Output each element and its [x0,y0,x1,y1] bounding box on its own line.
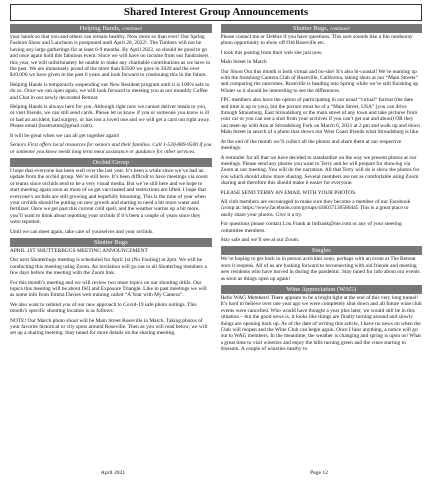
page-footer [10,470,422,476]
shutter-bugs-paragraph: For this month’s meeting and we will review two more topics on our shooting drills. Our topics this meeting will be about ISO and Exposure Triangle. Like in past meetings we will as some info from Emma Davies web training called “A Year with My Camera”. [10,279,207,299]
shutter-bugs-paragraph: PLEASE SEND TERRY AN EMAIL WITH YOUR PHOTOS. [220,189,357,196]
shutter-bugs-header: Shutter Bugs [10,238,212,247]
left-column [10,24,212,462]
columns [10,24,422,462]
shutter-bugs-paragraph: NOTE! Our March photo shoot will be Main Street Roseville in March. Taking photos of your favorite historical or city spots around Roseville. Then as you will read below, we will set up a sharing meeting. Stay tuned for more details on the sharing meeting. [10,317,208,337]
shutter-bugs-paragraph: Our next Shutterbugs meeting is scheduled for April 1st (No Fooling) at 2pm. We will be conducting this meeting using Zoom. An invitation will go out to all Shutterbug members a few days before the meeting with the Zoom link. [10,257,207,277]
shutter-bugs-paragraph: We also want to remind you of our new approach to Covid-19 safe photo outings. This month’s specific shooting location is as follows: [10,301,197,315]
singles-paragraph: We’re hoping to get back to in person activities soon, perhaps with an event at The Retreat once it reopens. All of us are looking forward to reconnecting with old friends and meeting new residents who have moved in during the pandemic. Stay tuned for info about our events as soon as things open up again! [220,256,420,282]
page-number: Page 12 [310,470,328,476]
shutter-bugs-paragraph: Our Shoot Out this month is both virtual and on-site! It’s also bi-coastal! We’re teaming up with the Stutsburg Camera Club of Roseville, California, taking shots at our “Main Streets” and comparing the outcomes. Roseville is heading into Spring while we’re still finishing up Winter so it should be interesting to see the differences. [220,68,419,94]
shutter-bugs-paragraph: A reminder for all that we have decided to standardize on the way we present photos at our meetings. Please send any photos you want to Terry and he will prepare for showing via Zoom at our meeting. You will do the narration. All that Terry will do is show the photos for you which should allow more sharing. Several members are not as comfortable using Zoom sharing and therefore this should make it easier for everyone. [220,154,420,187]
helping-hands-paragraph: Helping Hands is always here for you. Although right now we cannot deliver meals to you, or visit friends, we can still send cards. Please let us know if you or someone you know is ill or had an accident, had surgery, or has lost a loved one and we will get a card out right away. Please email (bostrumm@gmail.com). [10,104,211,130]
shutter-bugs-paragraph: I took this posting from their web site just now. [220,49,323,56]
contact-paragraph[interactable]: For questions please contact Lou Frank at lmfrank@me.com or any of your steering committee members. [220,221,402,234]
orchid-paragraph: I hope that everyone has been well over the last year. It’s been a while since we’ve had an update from the orchid group. We’re still here. It’s been difficult to have meetings via zoom or teams since orchids tend to be a very visual media. But we’re still here and we hope to start meeting again soon as more of us get vaccinated and restrictions are lifted. I hope that everyone’s orchids are still growing and hopefully blooming. This is the time of year when your orchids should be putting on new growth and starting to need a bit more water and fertilizer. Once we get past this current cold spell, and the weather warms up a bit more, you’ll want to think about repotting your orchids if it’s been a couple of years since they were repotted. [10,167,208,226]
helping-hands-paragraph: your hands so that you and others can remain healthy. Now more so than ever! Our Spring Fashion Show and Luncheon is postponed until April 20, 2022!. The Timbers will not be having any large gatherings for at least 6-9 months. By April 2022, so should be good to go and once again hold this fabulous event. Since we will have no income from our fundraisers this year, we will unfortunately be unable to make any charitable contributions as we have in the past. We are immensely proud of the more than $3500 we gave in 2020 and the over $10,000 we have given in the past 6 years and look forward to continuing this in the future. [10,34,211,79]
helping-hands-paragraph: Helping Hands is temporarily suspending our New Resident program until it is 100% safe to do so. Once we can open again, we will look forward to meeting you at our monthly Coffee and Chat in our newly decorated Retreat. [10,81,210,101]
shutter-bugs-paragraph: Please contact me or Debbie if you have questions. This sure sounds like a fun outdoorsy photo opportunity to show off Old Roseville etc. [220,34,413,47]
page-title: Shared Interest Group Announcements [10,4,422,21]
footer-date: April 2021 [100,470,126,476]
orchid-group-header: Orchid Group [10,158,212,167]
shutter-bugs-paragraph: APRIL 1ST SHUTTERBUGS MEETING ANNOUNCEMENT [10,247,148,254]
facebook-group-paragraph[interactable]: All club members are encouraged to make sure they become a member of our Facebook Group at: https://www.facebook.com/groups/436037136586445 This is a great place to easily share your photos. Give it a try. [220,198,411,218]
singles-header: Singles [221,246,423,255]
shutter-bugs-paragraph: Stay safe and we’ll see at our Zoom. [220,236,300,243]
wine-appreciation-header: Wine Appreciation (WAG) [221,285,423,294]
helping-hands-header: Helping Hands, continued [10,24,212,33]
right-column [221,24,423,462]
shutter-bugs-continued-header: Shutter Bugs, continued [221,24,423,33]
orchid-paragraph: Until we can meet again, take care of yourselves and your orchids. [10,228,154,235]
shutter-bugs-paragraph: FPC members also have the option of participating in our usual “virtual” format (the date and time is up to you), but the picture must be of a “Main Street, USA” (you can drive through Strausburg, East Stroudsburg or the main street of any town and take pictures from your car or you can use a shot from your archives if you can’t get out and about) OR they can meet-up with Ann at Stroudsburg Fork on March 6, 2021 at 2 pm and walk up and down Main Street in search of a photo that shows our West Coast friends what Stroudsburg is like. [220,97,420,136]
helping-hands-paragraph: It will be great when we can all get together again! [10,132,120,139]
shutter-bugs-paragraph: At the end of the month we’ll collect all the photos and share them at our respective meetings. [220,138,402,152]
wine-paragraph: Hello WAG Members! There appears to be a bright light at the end of this very long tunnel! It’s hard to believe over one year ago we were completely shut down and all future wine club events were cancelled. Who would have thought a year plus later, we would still be in this situation – but the good news is, it looks like things are finally turning around and slowly things are opening back up. As of the date of writing this article, I have no news on when the Club will reopen and the Wine Club can begin again. Once I hear anything, a notice will go out to WAG members. In the meantime, the weather is changing and spring is upon us! What a great time to visit wineries and enjoy the hills turning green and the vines starting to blossom. A couple of wineries nearby to [220,295,422,353]
helping-hands-paragraph: Seniors First offers local resources for seniors and their families. Call 1-530-889-9500 if you or someone you know needs long term meal assistance or guidance for other services. [10,142,212,155]
shutter-bugs-paragraph: Main Street in March [220,59,267,66]
